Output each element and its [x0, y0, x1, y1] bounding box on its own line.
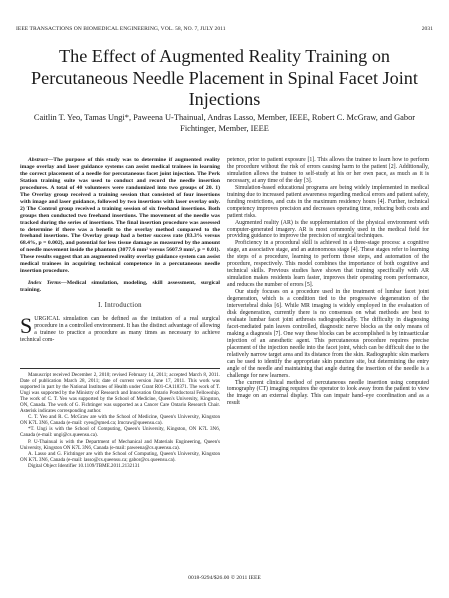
footnote: A. Lasso and G. Fichtinger are with the School of Computing, Queen's University, Kingston ON K7L 3N6, Canada (e-mail: lasso@cs.queensu.ca; gabor@cs.queensu.ca).: [20, 450, 220, 463]
abstract-text: —The purpose of this study was to determine if augmented reality image overlay and laser guidance systems can assist medical trainees in learning the correct placement of a needle for percutaneous facet joint injection. The Perk Station training suite was used to conduct and record the needle insertion procedures. A total of 40 volunteers were randomized into two groups of 20. 1) The Overlay group received a training session that consisted of four insertions with image and laser guidance, followed by two insertions with laser overlay only. 2) The Control group received a training session of six freehand insertions. Both groups then conducted two freehand insertions. The movement of the needle was tracked during the series of insertions. The final insertion procedure was assessed to determine if there was a benefit to the overlay method compared to the freehand insertions. The Overlay group had a better success rate (83.3% versus 68.4%, p = 0.002), and potential for less tissue damage as measured by the amount of needle movement inside the phantom (3077.6 mm² versus 5607.9 mm², p = 0.01). These results suggest that an augmented reality overlay guidance system can assist medical trainees in acquiring technical competence in a percutaneous needle insertion procedure.: [20, 157, 220, 275]
footnote: Digital Object Identifier 10.1109/TBME.2011.2132131: [28, 462, 140, 469]
left-column: [20, 157, 220, 344]
section-heading: I. Introduction: [98, 302, 142, 310]
body-paragraph: Simulation-based educational programs are being widely implemented in medical training due to increased patient awareness regarding medical errors and patient safety, funding restrictions, and cuts in the maximum residency hours [4]. Further, technical competency improves precision and decreases operating time, reducing both costs and patient risks.: [227, 184, 429, 219]
footnote: Manuscript received December 2, 2010; revised February 14, 2011; accepted March 8, 2011. Date of publication March 28, 2011; date of current version June 17, 2011. This work was supported in part by the National Institutes of Health under Grant R01-CA118371. The work of T. Ungi was supported by the Ministry of Research and Innovation Ontario Postdoctoral Fellowship. The work of C. T. Yeo was supported by the School of Medicine, Queen's University, Kingston, ON, Canada. The work of G. Fichtinger was supported as a Cancer Care Ontario Research Chair. Asterisk indicates corresponding author.: [20, 372, 220, 415]
body-paragraph: petence, prior to patient exposure [1]. This allows the trainee to learn how to perform the procedure without the risk of errors causing harm to the patient [2]. Additionally, simulation allows the trainee to self-study at his or her own pace, as much as it is necessary, at any time of the day [3].: [227, 157, 429, 184]
index-terms-text: —Medical simulation, modeling, skill assessment, surgical training.: [20, 280, 220, 294]
footnote: *T. Ungi is with the School of Computing, Queen's University, Kingston, ON K7L 3N6, Canada (e-mail: ungi@cs.queensu.ca).: [20, 426, 220, 439]
abstract-label: Abstract: [28, 157, 48, 163]
footnote: P. U-Thainual is with the Department of Mechanical and Materials Engineering, Queen's University, Kingston ON K7L 3N6, Canada (e-mail: paweena@cs.queensu.ca).: [20, 438, 220, 451]
page-number: 2031: [421, 26, 433, 32]
paper-title: The Effect of Augmented Reality Training on Percutaneous Needle Placement in Spinal Facet Joint Injections: [31, 46, 418, 110]
footnotes: [20, 372, 220, 469]
abstract: [20, 157, 220, 275]
footnote-rule: [20, 368, 220, 369]
footnote: C. T. Yeo and R. C. McGraw are with the School of Medicine, Queen's University, Kingston ON K7L 3N6, Canada (e-mail: cyeo@qmed.ca; Imcraw@queensu.ca).: [20, 414, 220, 427]
body-paragraph: Proficiency in a procedural skill is achieved in a three-stage process: a cognitive stage, an associative stage, and an autonomous stage [4]. These stages refer to learning the steps of a procedure, learning to perform those steps, and automation of the procedure, respectively. This model combines the importance of both cognitive and technical skills. Previous studies have shown that training specifically with AR simulation makes residents learn faster, improves their operating room performance, and reduces the number of errors [5].: [227, 240, 429, 289]
running-header: [16, 26, 433, 34]
journal-header: IEEE TRANSACTIONS ON BIOMEDICAL ENGINEERING, VOL. 58, NO. 7, JULY 2011: [16, 26, 226, 32]
intro-paragraph: [20, 313, 220, 344]
index-terms-label: Index Terms: [28, 280, 62, 287]
body-paragraph: Augmented reality (AR) is the supplementation of the physical environment with computer-generated imagery. AR is most commonly used in the medical field for providing guidance to improve the precision of surgical techniques.: [227, 219, 429, 240]
drop-cap: S: [20, 313, 33, 339]
intro-text: URGICAL simulation can be defined as the imitation of a real surgical procedure in a controlled environment. It has the distinct advantage of allowing a trainee to practice a procedure as many times as necessary to achieve technical com-: [20, 316, 220, 343]
copyright-footer: 0018-9294/$26.00 © 2011 IEEE: [188, 575, 261, 581]
right-column: [227, 157, 429, 407]
author-list: Caitlin T. Yeo, Tamas Ungi*, Paweena U-Thainual, Andras Lasso, Member, IEEE, Robert C. McGraw, and Gabor Fichtinger, Member, IEEE: [33, 113, 416, 133]
body-paragraph: Our study focuses on a procedure used in the treatment of lumbar facet joint degeneration, which is a condition tied to the progressive degeneration of the intervertebral disks [6]. While MR imaging is widely employed in the evaluation of disk degeneration, currently there is no consensus on what methods are best to evaluate lumbar facet joint arthrosis radiographically. The difficulty in diagnosing facet-mediated pain leaves controlled, diagnostic nerve blocks as the only means of making a diagnosis [7]. One way these blocks can be accomplished is by intraarticular injection of an anesthetic agent. This percutaneous procedure requires precise placement of the injection needle into the facet joint, which can be difficult due to the relatively narrow target area and its distance from the skin. Radiographic skin markers can be used to identify the appropriate skin puncture site, but determining the entry angle of the needle and maintaining that angle during the insertion of the needle is a challenge for new learners.: [227, 289, 429, 379]
index-terms: [20, 280, 220, 294]
body-paragraph: The current clinical method of percutaneous needle insertion using computed tomography (CT) imaging requires the operator to look away from the patient to view the image on an external display. This can impair hand–eye coordination and as a result: [227, 379, 429, 407]
